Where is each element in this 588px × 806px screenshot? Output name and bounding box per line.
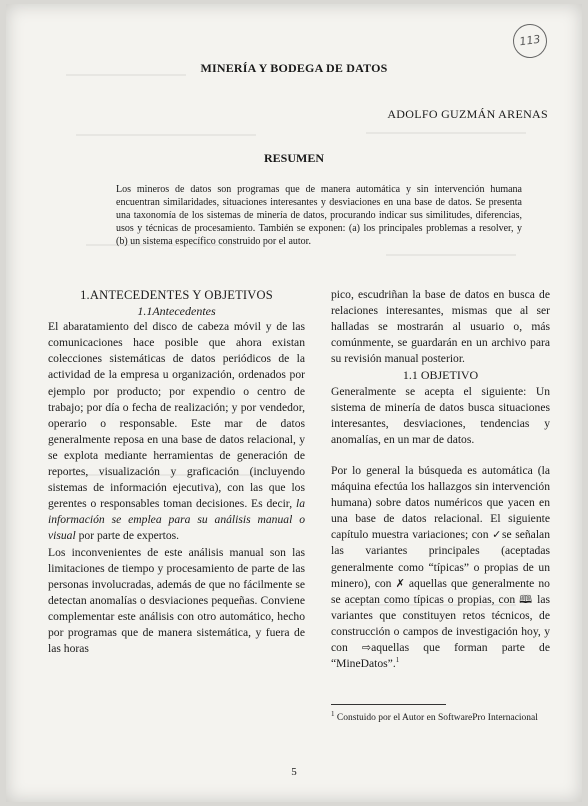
paragraph-continuation: pico, escudriñan la base de datos en busca de relaciones interesantes, mismas que al ser halladas se mostrarán al usuario o, más comúnmente, se guardarán en un archivo para su revisión manual posterior. bbox=[331, 288, 550, 366]
abstract-text: Los mineros de datos son programas que de manera automática y sin intervención humana encuentran similaridades, situaciones interesantes y desviaciones en una base de datos. Se presenta una taxonomía de los sistemas de minería de datos, procurando indicar sus similitudes, diferencias, usos y técnicas de procesamiento. También se exponen: (a) los principales problemas a resolver, y (b) un sistema específico construido por el autor. bbox=[116, 184, 522, 247]
footnote-reference[interactable]: 1 bbox=[395, 656, 400, 665]
paragraph-antecedentes-2: Los inconvenientes de este análisis manual son las limitaciones de tiempo y procesamiento de parte de las personas involucradas, además de que no fácilmente se detectan anomalías o desviaciones pequeñas. Conviene complementar este análisis con otro automático, hecho por programas que de manera sistemática, y fuera de las horas bbox=[48, 545, 305, 656]
left-column bbox=[48, 287, 305, 657]
footnote-divider bbox=[331, 704, 446, 705]
check-icon: ✓ bbox=[492, 528, 502, 542]
author-name: ADOLFO GUZMÁN ARENAS bbox=[387, 107, 548, 121]
handwritten-page-mark: 113 bbox=[511, 22, 549, 60]
section-heading-antecedentes: 1.ANTECEDENTES Y OBJETIVOS bbox=[80, 288, 273, 302]
document-page bbox=[6, 4, 582, 802]
book-icon: 🕮 bbox=[519, 592, 534, 606]
paragraph-antecedentes-1: El abaratamiento del disco de cabeza móvil y de las comunicaciones hace posible que ahora existan colecciones sistemáticas de datos periódicos de la actividad de la empresa u organización, ordenados por ejemplo por producto; por expendio o centro de trabajo; por día o fecha de realización; y por vendedor, operario o responsable. Este mar de datos generalmente reposa en una base de datos relacional, y se explota mediante herramientas de generación de reportes, visualización y graficación (incluyendo sistemas de información ejecutiva), con las que los gerentes o responsables toman decisiones. Es decir, la información se emplea para su análisis manual o visual por parte de expertos. bbox=[48, 320, 305, 543]
paragraph-objetivo: Generalmente se acepta el siguiente: Un sistema de minería de datos busca situaciones interesantes, desviaciones, tendencias y anomalías, en un mar de datos. bbox=[331, 384, 550, 446]
page-number: 5 bbox=[291, 766, 297, 778]
paragraph-busqueda: Por lo general la búsqueda es automática (la máquina efectúa los hallazgos sin intervención humana) sobre datos numéricos que yacen en una base de datos relacional. El siguiente capítulo muestra variaciones; con ✓se señalan las variantes principales (aceptadas generalmente como “típicas” o propias de un minero), con ✗ aquellas que generalmente no se aceptan como típicas o propias, con 🕮 las variantes que constituyen retos técnicos, de construcción o campos de investigación hoy, y con ⇨aquellas que forman parte de “MineDatos”.$^1$ bbox=[331, 463, 550, 671]
arrow-icon: ⇨ bbox=[361, 640, 372, 654]
footnote: $^1$ Constuido por el Autor en SoftwarePro Internacional bbox=[331, 709, 538, 723]
abstract-heading: RESUMEN bbox=[263, 151, 324, 165]
subsection-heading-antecedentes: 1.1Antecedentes bbox=[137, 304, 216, 319]
subsection-heading-objetivo: 1.1 OBJETIVO bbox=[402, 368, 479, 383]
right-column bbox=[331, 287, 550, 672]
cross-icon: ✗ bbox=[395, 576, 405, 590]
document-title: MINERÍA Y BODEGA DE DATOS bbox=[200, 61, 388, 75]
footnote-number: 1 bbox=[331, 709, 335, 718]
